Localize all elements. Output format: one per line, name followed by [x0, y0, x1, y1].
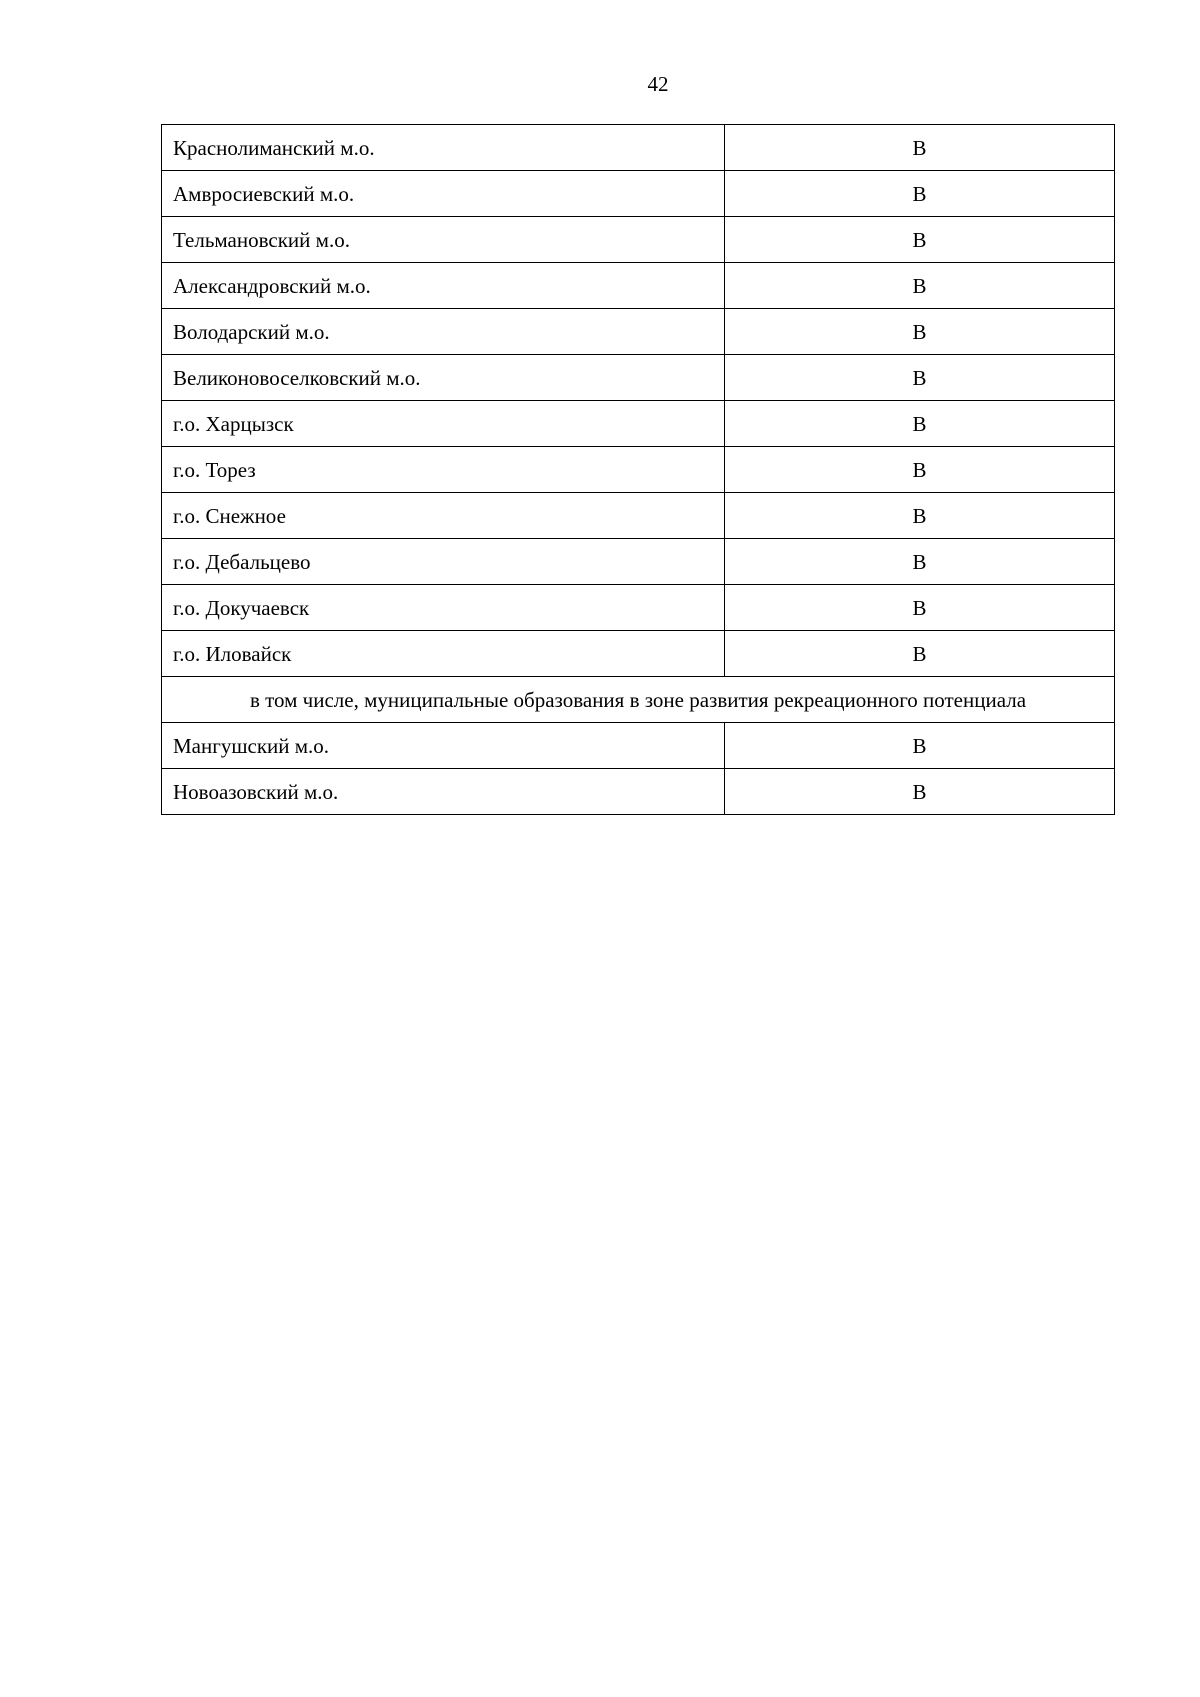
table-row: [162, 125, 1115, 171]
table-row: [162, 355, 1115, 401]
table-section-row: [162, 677, 1115, 723]
table-row: [162, 585, 1115, 631]
category-value: В: [725, 539, 1115, 585]
municipality-name: Амвросиевский м.о.: [162, 171, 725, 217]
data-table: [161, 124, 1115, 815]
category-value: В: [725, 217, 1115, 263]
category-value: В: [725, 723, 1115, 769]
municipality-name: г.о. Дебальцево: [162, 539, 725, 585]
category-value: В: [725, 125, 1115, 171]
municipality-name: Великоновоселковский м.о.: [162, 355, 725, 401]
municipality-name: Краснолиманский м.о.: [162, 125, 725, 171]
table-row: [162, 263, 1115, 309]
municipality-name: Тельмановский м.о.: [162, 217, 725, 263]
municipality-name: г.о. Иловайск: [162, 631, 725, 677]
category-value: В: [725, 171, 1115, 217]
category-value: В: [725, 493, 1115, 539]
table-row: [162, 723, 1115, 769]
section-heading: в том числе, муниципальные образования в зоне развития рекреационного потенциала: [162, 677, 1115, 723]
municipality-name: Новоазовский м.о.: [162, 769, 725, 815]
category-value: В: [725, 585, 1115, 631]
municipality-name: Володарский м.о.: [162, 309, 725, 355]
page-number: 42: [647, 72, 669, 96]
table-row: [162, 171, 1115, 217]
table-row: [162, 539, 1115, 585]
category-value: В: [725, 769, 1115, 815]
municipality-name: г.о. Снежное: [162, 493, 725, 539]
table-row: [162, 769, 1115, 815]
table-row: [162, 401, 1115, 447]
category-value: В: [725, 355, 1115, 401]
category-value: В: [725, 631, 1115, 677]
municipality-name: г.о. Торез: [162, 447, 725, 493]
municipality-name: г.о. Докучаевск: [162, 585, 725, 631]
table-row: [162, 309, 1115, 355]
table-row: [162, 631, 1115, 677]
category-value: В: [725, 309, 1115, 355]
table-row: [162, 447, 1115, 493]
category-value: В: [725, 263, 1115, 309]
municipality-name: Мангушский м.о.: [162, 723, 725, 769]
category-value: В: [725, 401, 1115, 447]
category-value: В: [725, 447, 1115, 493]
municipality-name: Александровский м.о.: [162, 263, 725, 309]
table-row: [162, 493, 1115, 539]
table-row: [162, 217, 1115, 263]
municipality-name: г.о. Харцызск: [162, 401, 725, 447]
